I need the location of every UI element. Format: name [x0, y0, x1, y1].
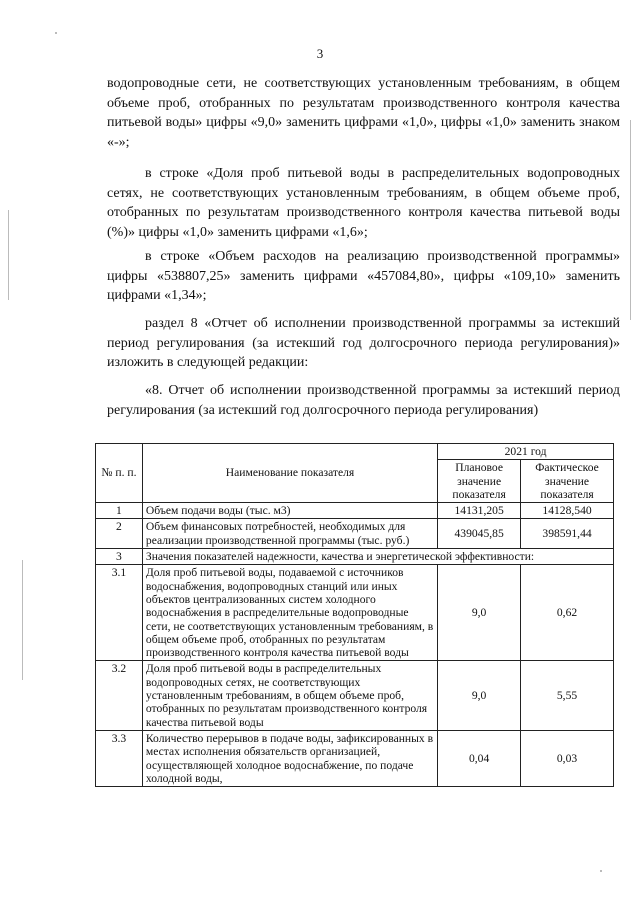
- row-name: Объем подачи воды (тыс. м3): [142, 503, 437, 519]
- header-number: № п. п.: [96, 444, 143, 503]
- paragraph-4: раздел 8 «Отчет об исполнении производственной программы за истекший период регулирования (за истекший год долгосрочного периода регулирования)» изложить в следующей редакции:: [107, 316, 620, 370]
- row-plan: 9,0: [438, 661, 521, 730]
- paragraph-5: «8. Отчет об исполнении производственной программы за истекший период регулирования (за истекший год долгосрочного периода регулирования): [107, 383, 620, 418]
- row-name: Значения показателей надежности, качества и энергетической эффективности:: [142, 549, 613, 565]
- row-name: Доля проб питьевой воды в распределительных водопроводных сетях, не соответствующих установленным требованиям, в общем объеме проб, отобранных по результатам производственного контроля качества питьевой воды: [142, 661, 437, 730]
- row-plan: 0,04: [438, 730, 521, 786]
- report-table: [95, 443, 614, 787]
- header-plan: Плановое значение показателя: [438, 460, 521, 503]
- row-name: Доля проб питьевой воды, подаваемой с источников водоснабжения, водопроводных станций или иных объектов централизованных систем холодного водоснабжения в распределительные водопроводные сети, не соответствующих установленным требованиям, в общем объеме проб, отобранных по результатам производственного контроля качества питьевой воды: [142, 565, 437, 661]
- row-plan: 9,0: [438, 565, 521, 661]
- table-row: [96, 730, 614, 786]
- table-row: [96, 565, 614, 661]
- row-name: Количество перерывов в подаче воды, зафиксированных в местах исполнения обязательств организацией, осуществляющей холодное водоснабжение, по подаче холодной воды,: [142, 730, 437, 786]
- row-number: 3: [96, 549, 143, 565]
- table-row: [96, 549, 614, 565]
- paragraph-2: в строке «Доля проб питьевой воды в распределительных водопроводных сетях, не соответствующих установленным требованиям, в общем объеме проб, отобранных по результатам производственного контроля качества питьевой воды (%)» цифры «1,0» заменить цифрами «1,6»;: [107, 166, 620, 240]
- row-plan: 14131,205: [438, 503, 521, 519]
- row-fact: 0,62: [521, 565, 614, 661]
- row-fact: 0,03: [521, 730, 614, 786]
- header-year: 2021 год: [438, 444, 614, 460]
- paragraph-3: в строке «Объем расходов на реализацию производственной программы» цифры «538807,25» заменить цифрами «457084,80», цифры «109,10» заменить цифрами «1,34»;: [107, 249, 620, 303]
- row-fact: 14128,540: [521, 503, 614, 519]
- row-number: 3.2: [96, 661, 143, 730]
- header-fact: Фактическое значение показателя: [521, 460, 614, 503]
- row-number: 3.1: [96, 565, 143, 661]
- row-name: Объем финансовых потребностей, необходимых для реализации производственной программы (тыс. руб.): [142, 519, 437, 549]
- table-row: [96, 661, 614, 730]
- row-number: 2: [96, 519, 143, 549]
- row-number: 3.3: [96, 730, 143, 786]
- table-row: [96, 503, 614, 519]
- row-fact: 398591,44: [521, 519, 614, 549]
- page-number: 3: [316, 46, 324, 61]
- table-row: [96, 519, 614, 549]
- row-plan: 439045,85: [438, 519, 521, 549]
- row-fact: 5,55: [521, 661, 614, 730]
- header-name: Наименование показателя: [142, 444, 437, 503]
- paragraph-1: водопроводные сети, не соответствующих установленным требованиям, в общем объеме проб, отобранных по результатам производственного контроля качества питьевой воды» цифры «9,0» заменить цифрами «1,0», цифры «1,0» заменить знаком «-»;: [107, 76, 620, 150]
- row-number: 1: [96, 503, 143, 519]
